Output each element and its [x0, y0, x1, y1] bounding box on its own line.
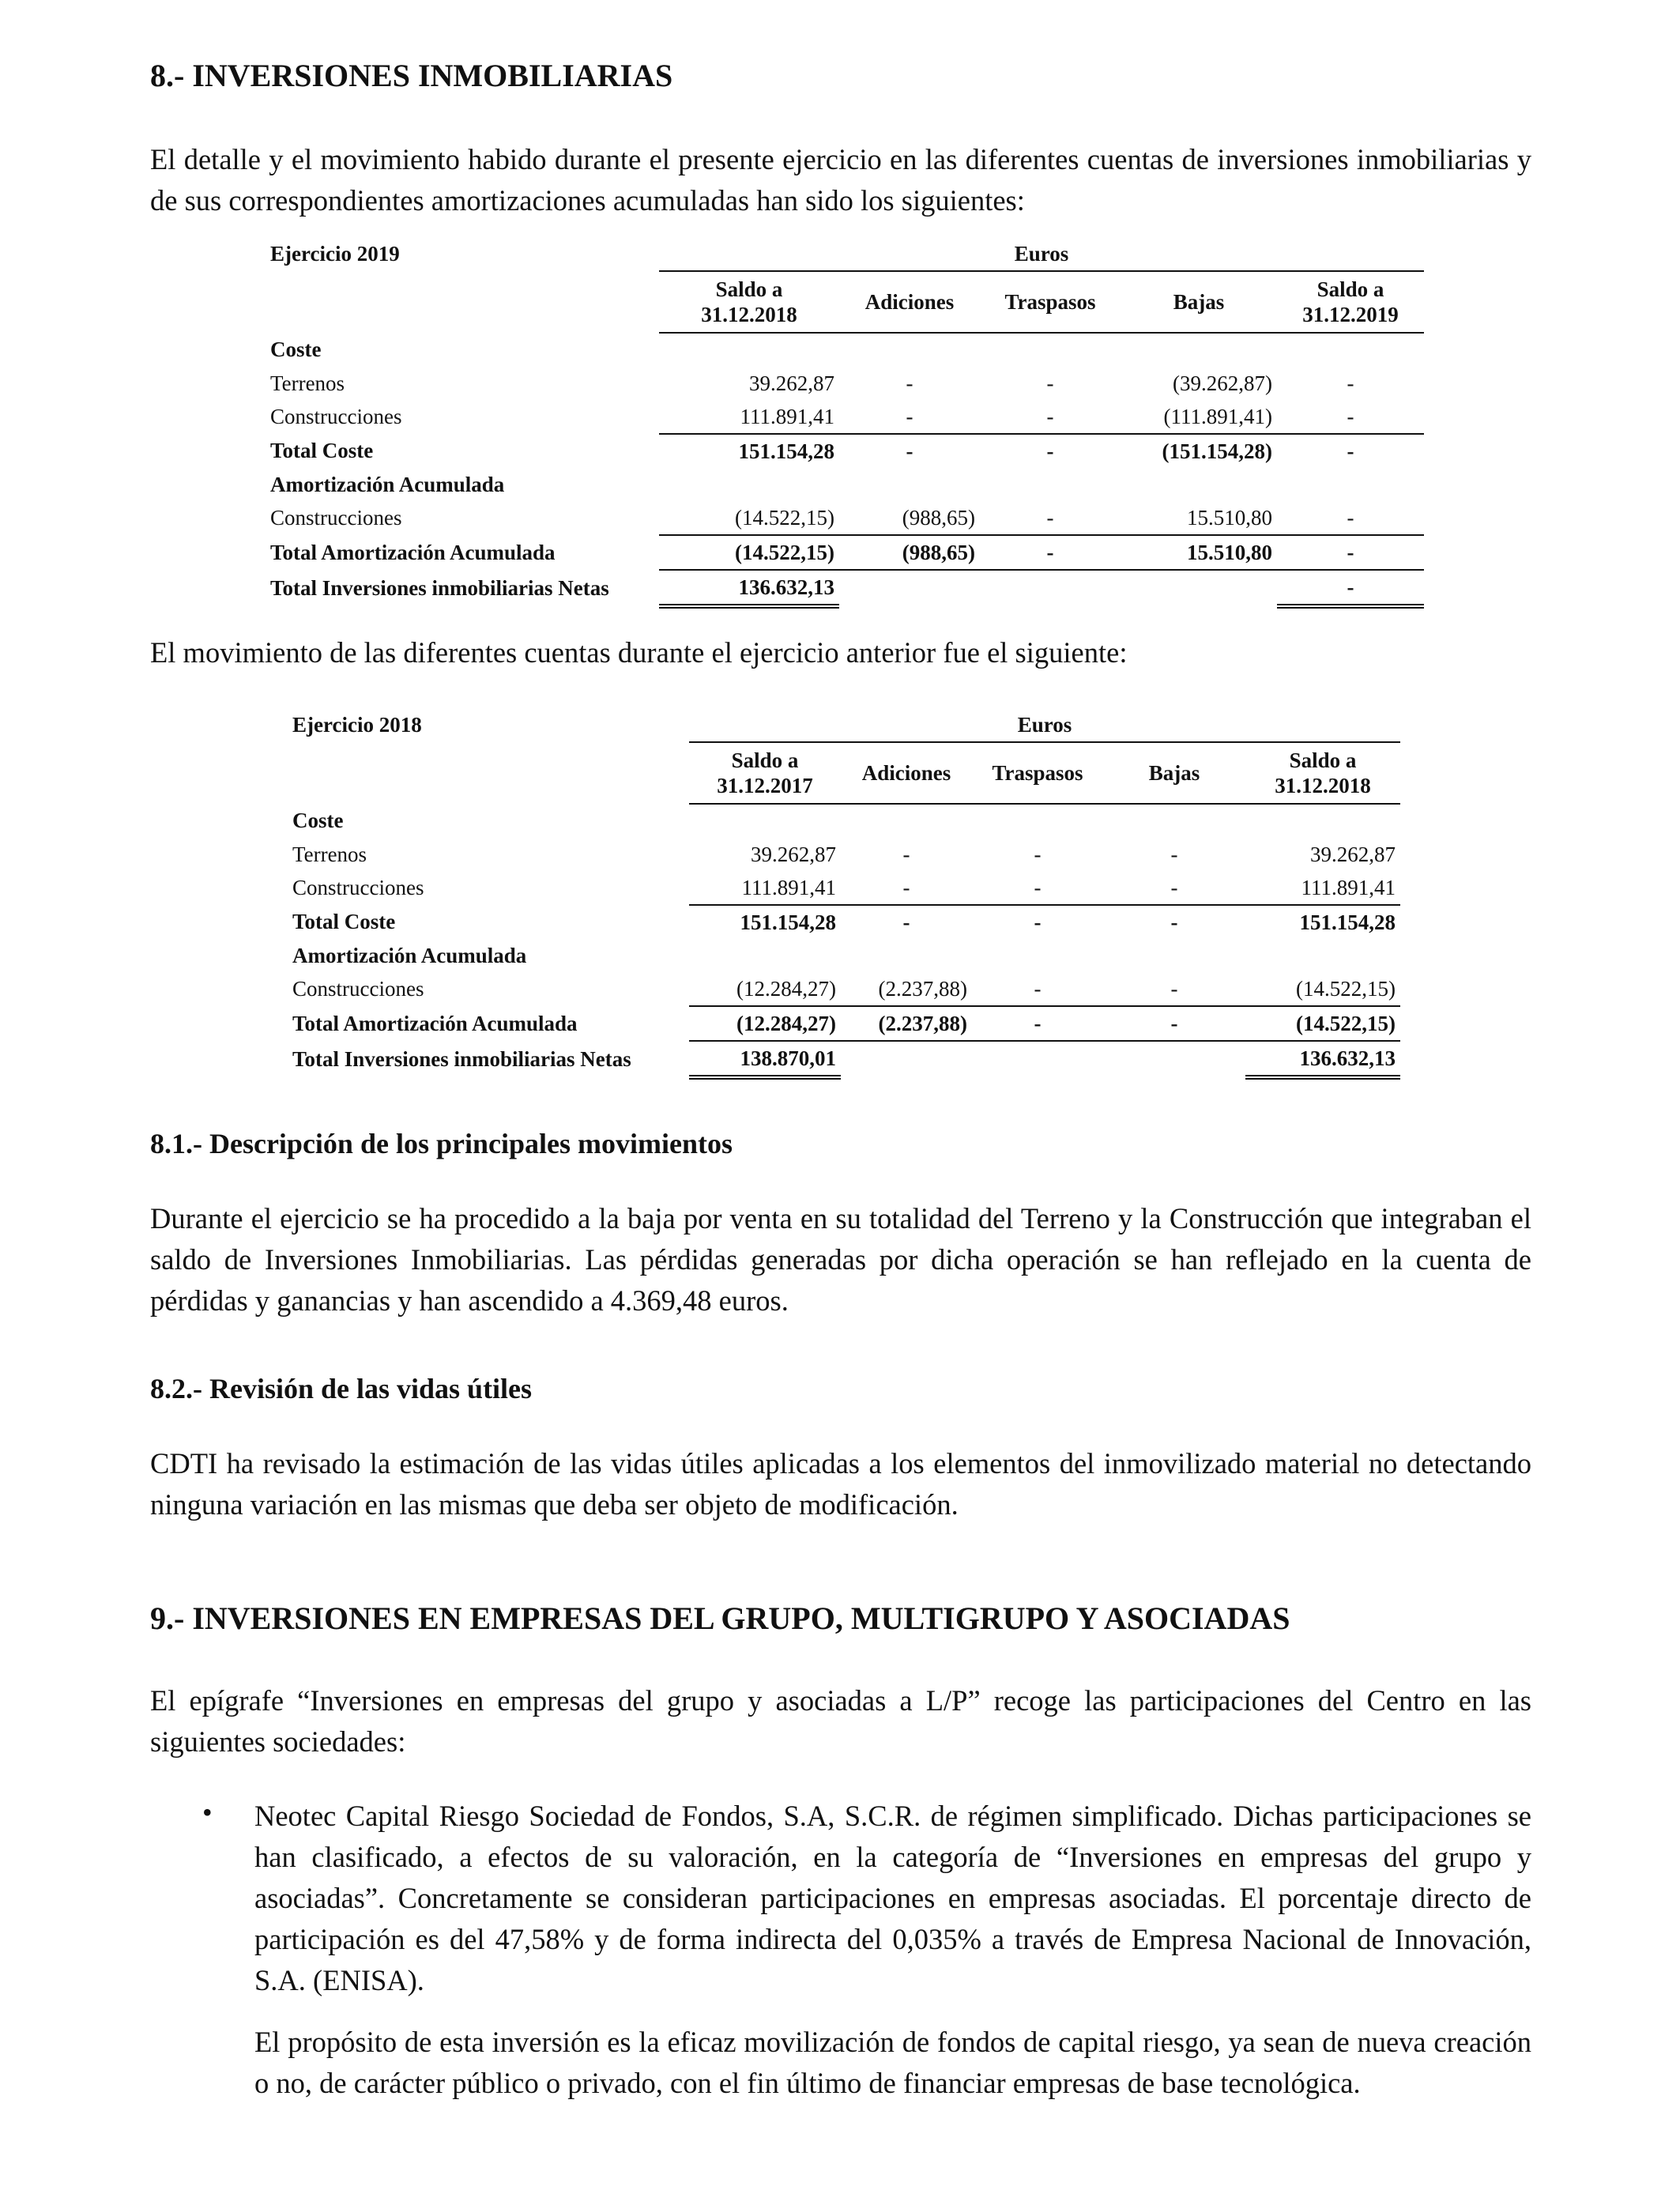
- table-2018: [292, 708, 1400, 1080]
- currency-header: Euros: [689, 708, 1400, 742]
- list-item-follow: El propósito de esta inversión es la eficaz movilización de fondos de capital riesgo, ya sean de nueva creación o no, de carácter público o privado, con el fin último de financiar empresas de base tecnológica.: [254, 2026, 1531, 2099]
- row-group-label: Coste: [270, 337, 322, 361]
- table-title: Ejercicio 2019: [270, 242, 400, 266]
- subsection-8-1-title: 8.1.- Descripción de los principales movimientos: [150, 1128, 733, 1159]
- col-header: Bajas: [1121, 271, 1277, 333]
- section-8-title: 8.- INVERSIONES INMOBILIARIAS: [150, 58, 673, 93]
- col-header: Traspasos: [972, 742, 1103, 804]
- subsection-8-2-title: 8.2.- Revisión de las vidas útiles: [150, 1373, 533, 1404]
- col-header: Adiciones: [841, 742, 972, 804]
- col-header: Saldo a 31.12.2019: [1277, 271, 1424, 333]
- col-header: Bajas: [1103, 742, 1245, 804]
- table-row: Construcciones 111.891,41 - - (111.891,41) -: [270, 400, 1424, 434]
- table-row-total: Total Coste 151.154,28 - - - 151.154,28: [292, 910, 1396, 934]
- list-item: Neotec Capital Riesgo Sociedad de Fondos, S.A, S.C.R. de régimen simplificado. Dichas participaciones se han clasificado, a efectos de su valoración, en la categoría de “Inversiones en empresas del grupo y asociadas”. Concretamente se consideran participaciones en empresas asociadas. El porcentaje directo de participación es del 47,58% y de forma indirecta del 0,035% a través de Empresa Nacional de Innovación, S.A. (ENISA).: [254, 1800, 1531, 1996]
- table-row-total: Total Amortización Acumulada (14.522,15) (988,65) - 15.510,80 -: [270, 535, 1424, 570]
- subsection-8-1-text: Durante el ejercicio se ha procedido a la baja por venta en su totalidad del Terreno y la Construcción que integraban el saldo de Inversiones Inmobiliarias. Las pérdidas generadas por dicha operación se han reflejado en la cuenta de pérdidas y ganancias y han ascendido a 4.369,48 euros.: [150, 1202, 1531, 1317]
- table-row-total: Total Amortización Acumulada (12.284,27) (2.237,88) - - (14.522,15): [292, 1006, 1400, 1041]
- table-row-net: Total Inversiones inmobiliarias Netas 136.632,13 -: [270, 570, 1424, 606]
- currency-header: Euros: [659, 237, 1424, 271]
- row-group-label: Amortización Acumulada: [270, 472, 505, 496]
- col-header: Saldo a 31.12.2018: [659, 271, 839, 333]
- row-group-label: Coste: [292, 809, 344, 832]
- section-9-intro: El epígrafe “Inversiones en empresas del grupo y asociadas a L/P” recoge las participaciones del Centro en las siguientes sociedades:: [150, 1684, 1531, 1758]
- section-8-intro: El detalle y el movimiento habido durante el presente ejercicio en las diferentes cuentas de inversiones inmobiliarias y de sus correspondientes amortizaciones acumuladas han sido los siguientes:: [150, 143, 1531, 217]
- row-group-label: Amortización Acumulada: [292, 943, 527, 967]
- bullet-icon: •: [202, 1796, 213, 1828]
- table-row-total: Total Coste 151.154,28 - - (151.154,28) -: [270, 439, 1354, 463]
- table-row: Construcciones (12.284,27) (2.237,88) - - (14.522,15): [292, 972, 1400, 1006]
- col-header: Adiciones: [839, 271, 980, 333]
- table-row: Construcciones (14.522,15) (988,65) - 15.510,80 -: [270, 501, 1424, 535]
- table-row: Terrenos 39.262,87 - - (39.262,87) -: [270, 371, 1354, 395]
- section-9-title: 9.- INVERSIONES EN EMPRESAS DEL GRUPO, MULTIGRUPO Y ASOCIADAS: [150, 1600, 1290, 1636]
- col-header: Traspasos: [980, 271, 1121, 333]
- subsection-8-2-text: CDTI ha revisado la estimación de las vidas útiles aplicadas a los elementos del inmovilizado material no detectando ninguna variación en las mismas que deba ser objeto de modificación.: [150, 1447, 1531, 1521]
- col-header: Saldo a 31.12.2017: [689, 742, 841, 804]
- col-header: Saldo a 31.12.2018: [1245, 742, 1400, 804]
- prev-year-intro: El movimiento de las diferentes cuentas durante el ejercicio anterior fue el siguiente:: [150, 636, 1128, 669]
- table-row-net: Total Inversiones inmobiliarias Netas 138.870,01 136.632,13: [292, 1041, 1400, 1077]
- bullet-list: [150, 1796, 1531, 2104]
- table-row: Construcciones 111.891,41 - - - 111.891,41: [292, 871, 1400, 905]
- table-title: Ejercicio 2018: [292, 713, 422, 737]
- table-2019: [270, 237, 1424, 609]
- table-row: Terrenos 39.262,87 - - - 39.262,87: [292, 842, 1396, 866]
